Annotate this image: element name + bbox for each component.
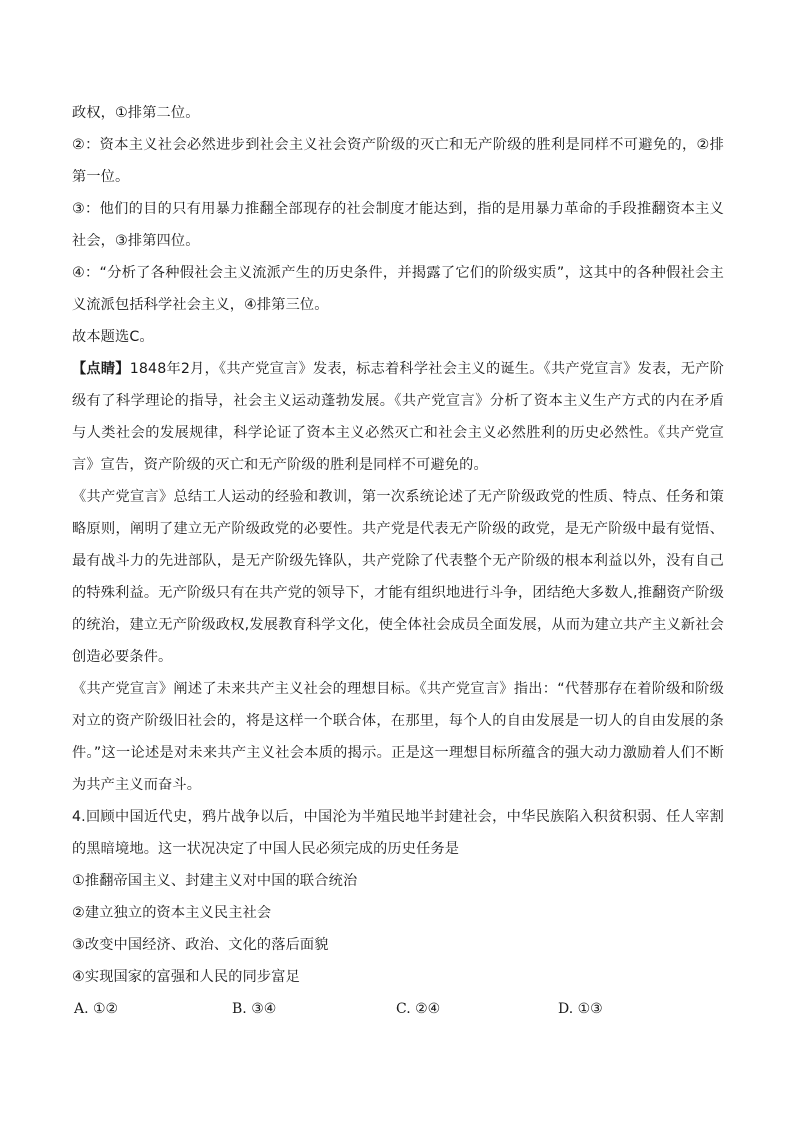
paragraph-answer-1: 政权，①排第二位。 bbox=[72, 105, 200, 121]
option-d[interactable]: D. ①③ bbox=[558, 1001, 603, 1017]
question-4-stem: 4.回顾中国近代史，鸦片战争以后，中国沦为半殖民地半封建社会，中华民族陷入积贫积弱、任人宰割的黑暗境地。这一状况决定了中国人民必须完成的历史任务是 bbox=[72, 809, 724, 857]
question-4-item-1: ①推翻帝国主义、封建主义对中国的联合统治 bbox=[72, 873, 358, 889]
answer-options bbox=[72, 993, 724, 1025]
option-c[interactable]: C. ②④ bbox=[396, 1001, 441, 1017]
option-b[interactable]: B. ③④ bbox=[232, 1001, 277, 1017]
paragraph-answer-3: ③：他们的目的只有用暴力推翻全部现存的社会制度才能达到，指的是用暴力革命的手段推翻资本主义社会，③排第四位。 bbox=[72, 201, 724, 249]
paragraph-manifesto-goal: 《共产党宣言》阐述了未来共产主义社会的理想目标。《共产党宣言》指出：“代替那存在着阶级和阶级对立的资产阶级旧社会的，将是这样一个联合体，在那里，每个人的自由发展是一切人的自由发展的条件。”这一论述是对未来共产主义社会本质的揭示。正是这一理想目标所蕴含的强大动力激励着人们不断为共产主义而奋斗。 bbox=[72, 681, 724, 793]
option-a[interactable]: A. ①② bbox=[74, 1001, 119, 1017]
question-4-item-2: ②建立独立的资本主义民主社会 bbox=[72, 905, 272, 921]
paragraph-answer-4: ④：“分析了各种假社会主义流派产生的历史条件，并揭露了它们的阶级实质”，这其中的各种假社会主义流派包括科学社会主义，④排第三位。 bbox=[72, 265, 724, 313]
paragraph-answer-2: ②：资本主义社会必然进步到社会主义社会资产阶级的灭亡和无产阶级的胜利是同样不可避免的，②排第一位。 bbox=[72, 137, 724, 185]
paragraph-key-point bbox=[72, 353, 724, 481]
paragraph-conclusion: 故本题选C。 bbox=[72, 329, 154, 345]
question-4-item-4: ④实现国家的富强和人民的同步富足 bbox=[72, 969, 300, 985]
paragraph-manifesto-party: 《共产党宣言》总结工人运动的经验和教训，第一次系统论述了无产阶级政党的性质、特点、任务和策略原则，阐明了建立无产阶级政党的必要性。共产党是代表无产阶级的政党，是无产阶级中最有觉悟、最有战斗力的先进部队，是无产阶级先锋队，共产党除了代表整个无产阶级的根本利益以外，没有自己的特殊利益。无产阶级只有在共产党的领导下，才能有组织地进行斗争，团结绝大多数人,推翻资产阶级的统治，建立无产阶级政权,发展教育科学文化，使全体社会成员全面发展，从而为建立共产主义新社会创造必要条件。 bbox=[72, 489, 724, 665]
key-point-tag: 【点睛】 bbox=[72, 361, 130, 377]
document-page bbox=[72, 97, 724, 1025]
question-4-item-3: ③改变中国经济、政治、文化的落后面貌 bbox=[72, 937, 329, 953]
key-point-body: 1848年2月，《共产党宣言》发表，标志着科学社会主义的诞生。《共产党宣言》发表，无产阶级有了科学理论的指导，社会主义运动蓬勃发展。《共产党宣言》分析了资本主义生产方式的内在矛盾与人类社会的发展规律，科学论证了资本主义必然灭亡和社会主义必然胜利的历史必然性。《共产党宣言》宣告，资产阶级的灭亡和无产阶级的胜利是同样不可避免的。 bbox=[72, 361, 724, 473]
